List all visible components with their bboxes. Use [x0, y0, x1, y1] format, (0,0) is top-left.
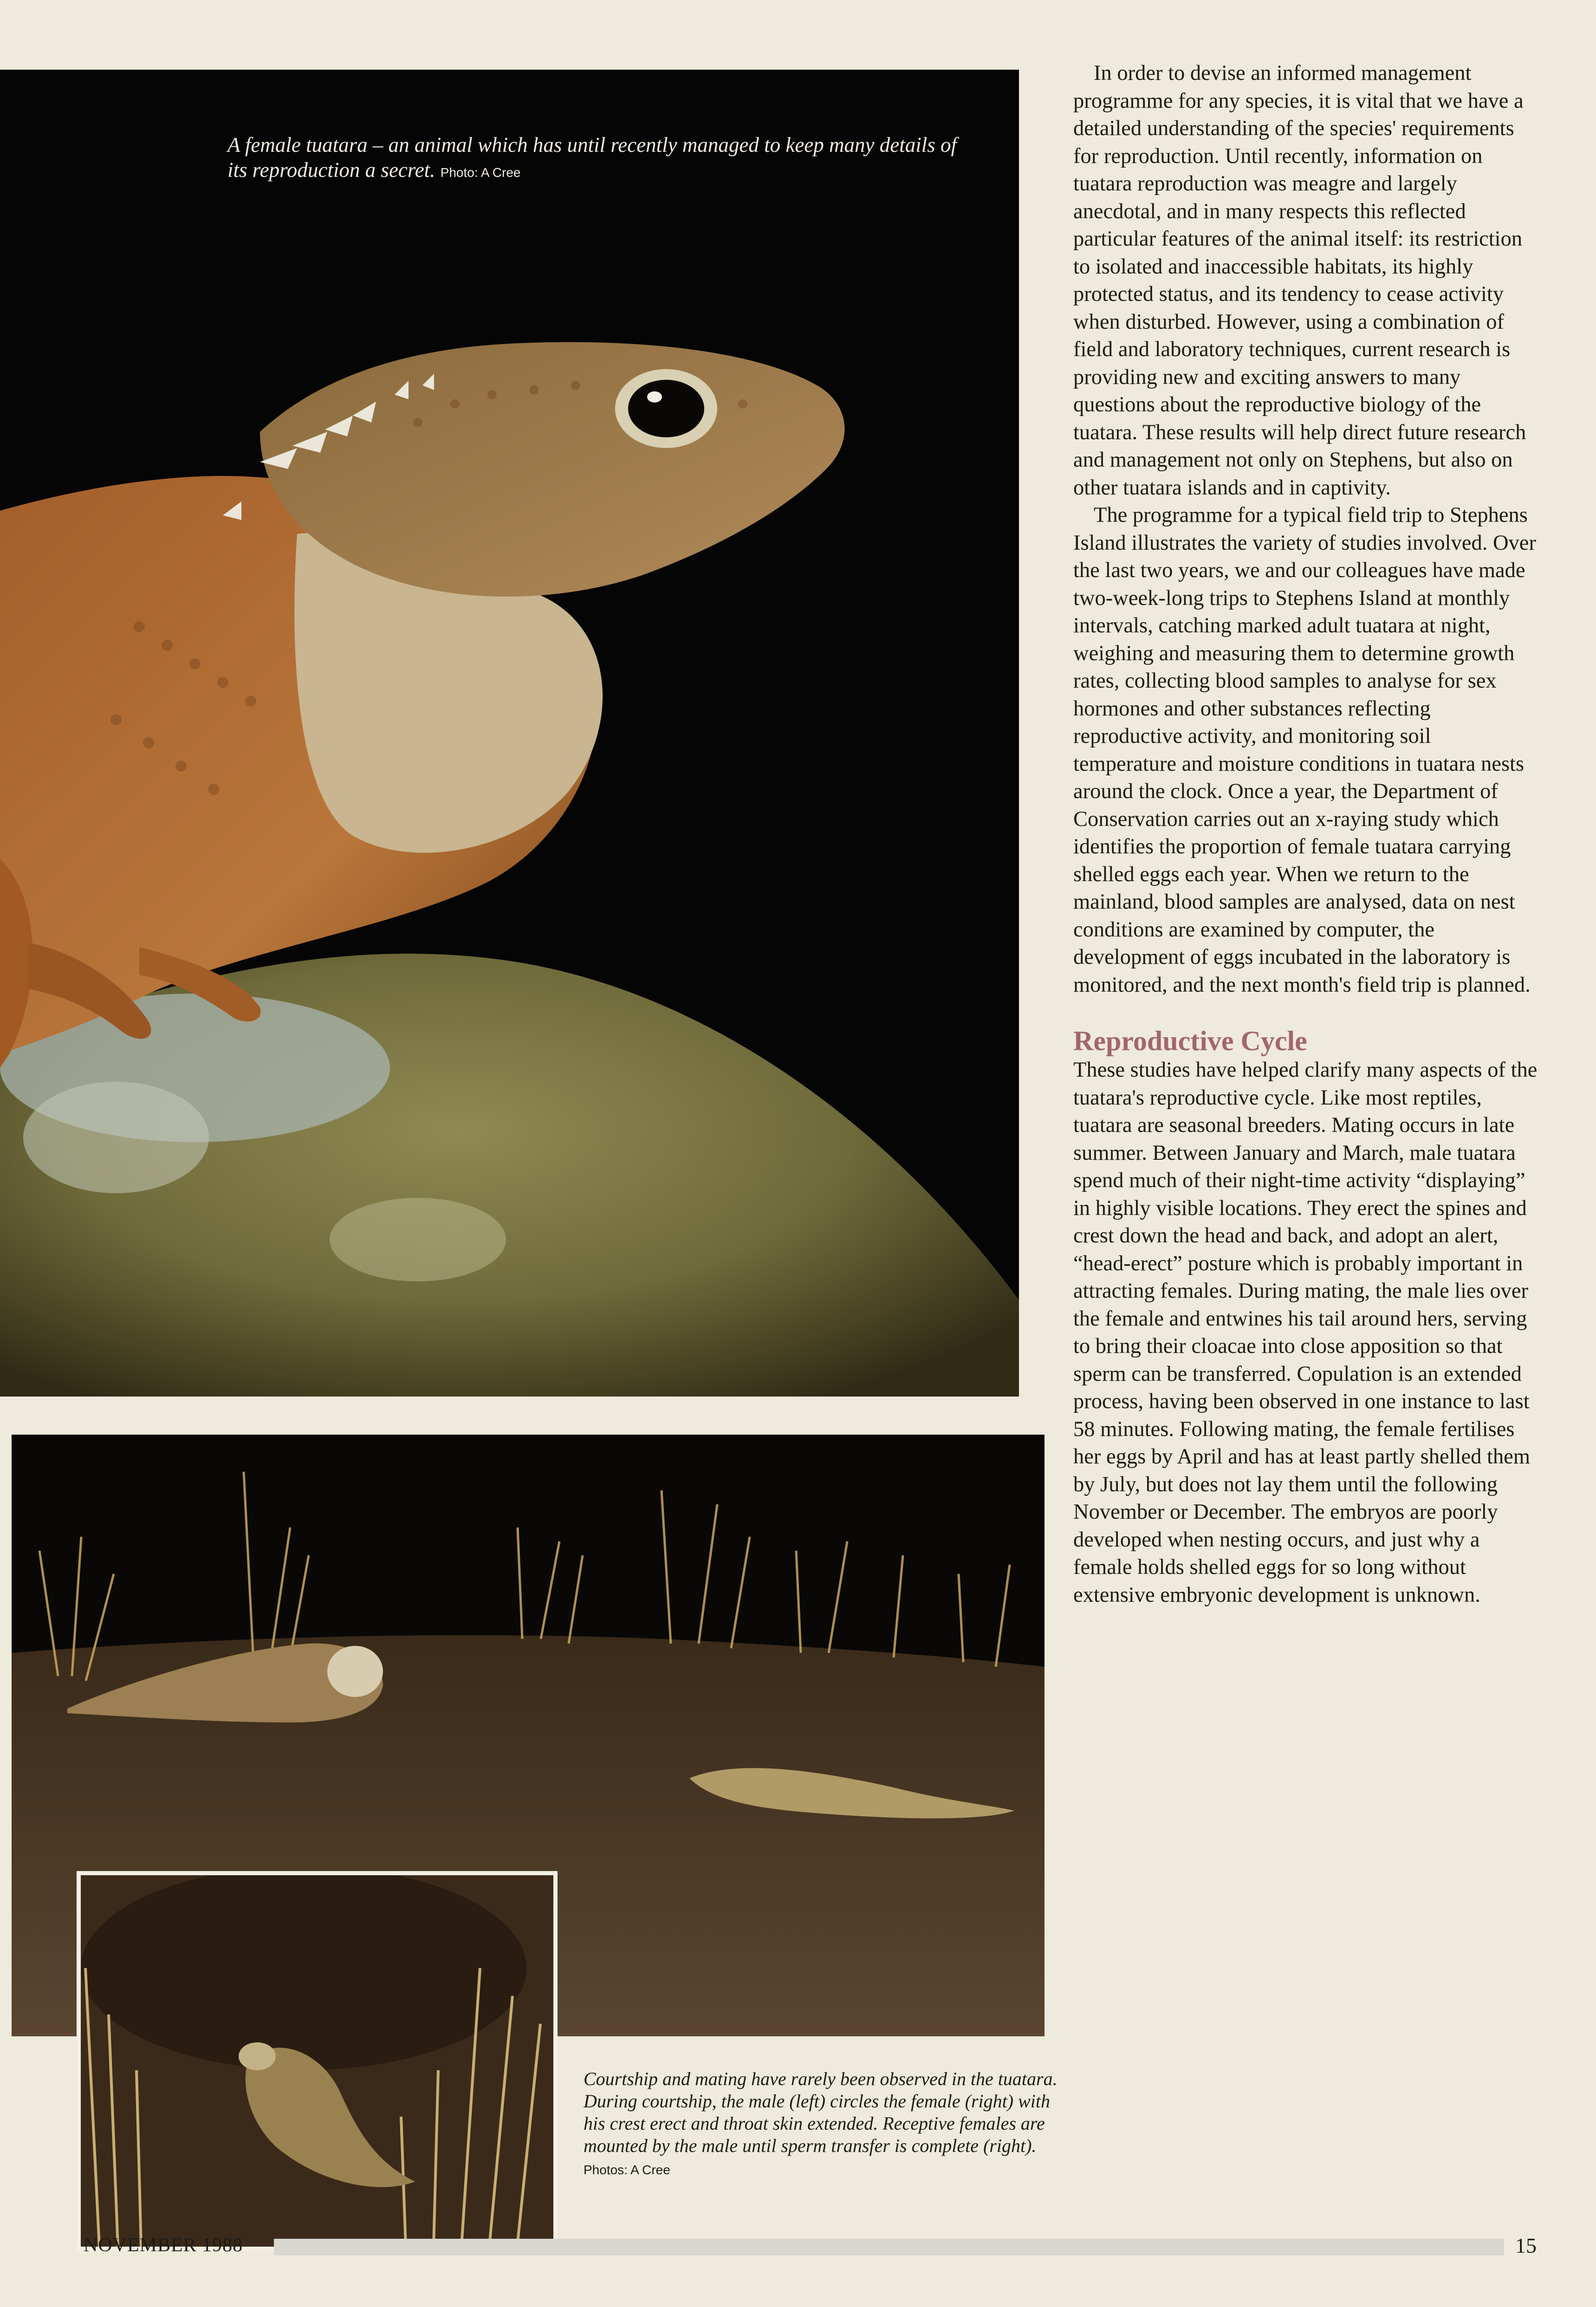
article-paragraph: These studies have helped clarify many aspects of the tuatara's reproductive cycle. Like most reptiles, tuatara are seasonal breeders. Mating occurs in late summer. Between January and March, male tuatara spend much of their night-time activity “displaying” in highly visible locations. They erect the spines and crest down the head and back, and adopt an alert, “head-erect” posture which is probably important in attracting females. During mating, the male lies over the female and entwines his tail around hers, serving to bring their cloacae into close apposition so that sperm can be transferred. Copulation is an extended process, having been observed in one instance to last 58 minutes. Following mating, the female fertilises her eggs by April and has at least partly shelled them by July, but does not lay them until the following November or December. The embryos are poorly developed when nesting occurs, and just why a female holds shelled eggs for so long without extensive embryonic development is unknown. [1073, 1058, 1538, 1607]
footer-rule [274, 2239, 1504, 2255]
tuatara-photo [0, 70, 1019, 1397]
article-paragraph: The programme for a typical field trip to Stephens Island illustrates the variety of studies involved. Over the last two years, we and our colleagues have made two-week-long trips to Stephens Island at monthly intervals, catching marked adult tuatara at night, weighing and measuring them to determine growth rates, collecting blood samples to analyse for sex hormones and other substances reflecting reproductive activity, and monitoring soil temperature and moisture conditions in tuatara nests around the clock. Once a year, the Department of Conservation carries out an x-raying study which identifies the proportion of female tuatara carrying shelled eggs each year. When we return to the mainland, blood samples are analysed, data on nest conditions are examined by computer, the development of eggs incubated in the laboratory is monitored, and the next month's field trip is planned. [1073, 503, 1536, 997]
bottom-photo-credit: Photos: A Cree [584, 2163, 670, 2177]
bottom-photo-caption-text: Courtship and mating have rarely been observed in the tuatara. During courtship, the male (left) circles the female (right) with his crest erect and throat skin extended. Receptive females are mounted by the male until sperm transfer is complete (right). [584, 2068, 1058, 2156]
article-paragraph: In order to devise an informed management programme for any species, it is vital that we have a detailed understanding of the species' requirements for reproduction. Until recently, information on tuatara reproduction was meagre and largely anecdotal, and in many respects this reflected particular features of the animal itself: its restriction to isolated and inaccessible habitats, its highly protected status, and its tendency to cease activity when disturbed. However, using a combination of field and laboratory techniques, current research is providing new and exciting answers to many questions about the reproductive biology of the tuatara. These results will help direct future research and management not only on Stephens, but also on other tuatara islands and in captivity. [1073, 61, 1526, 500]
top-photo-credit: Photo: A Cree [440, 165, 521, 180]
mating-illustration [81, 1875, 553, 2247]
top-photo-caption [227, 132, 970, 185]
page-number: 15 [1515, 2234, 1537, 2257]
article-body [1073, 59, 1538, 1609]
footer-issue-date: NOVEMBER 1988 [84, 2235, 243, 2256]
bottom-photo-caption [584, 2068, 1062, 2181]
section-heading: Reproductive Cycle [1073, 1026, 1307, 1056]
mating-inset-photo [77, 1871, 558, 2251]
top-photo-caption-text: A female tuatara – an animal which has until recently managed to keep many details of its reproduction a secret. [227, 133, 957, 182]
tuatara-illustration [0, 70, 1019, 1397]
